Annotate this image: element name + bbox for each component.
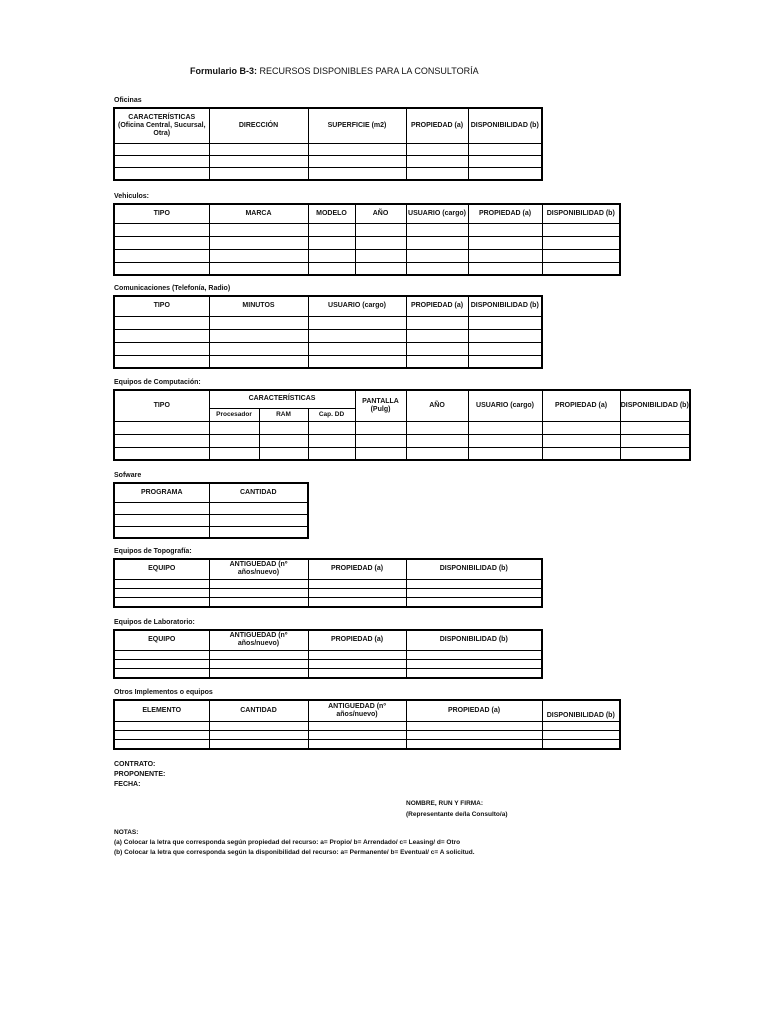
header-disponibilidad: DISPONIBILIDAD (b) [620,390,690,421]
table-vehiculos [113,203,621,276]
cell[interactable] [114,223,209,236]
cell[interactable] [114,329,209,342]
cell[interactable] [114,730,209,739]
cell[interactable] [308,434,355,447]
cell[interactable] [468,236,542,249]
table-row [114,143,542,155]
cell[interactable] [308,342,406,355]
header-programa: PROGRAMA [114,483,209,502]
proponente-label: PROPONENTE: [114,771,166,778]
cell[interactable] [355,223,406,236]
cell[interactable] [406,739,542,749]
table-row [114,650,542,659]
cell[interactable] [308,447,355,460]
cell[interactable] [114,514,209,526]
cell[interactable] [259,434,308,447]
cell[interactable] [308,143,406,155]
cell[interactable] [308,597,406,607]
cell[interactable] [114,597,209,607]
table-software [113,482,309,539]
cell[interactable] [355,236,406,249]
cell[interactable] [308,236,355,249]
cell[interactable] [259,447,308,460]
cell[interactable] [406,659,542,668]
cell[interactable] [406,262,468,275]
cell[interactable] [468,143,542,155]
header-disponibilidad: DISPONIBILIDAD (b) [468,296,542,316]
cell[interactable] [620,434,690,447]
cell[interactable] [406,329,468,342]
table-otros [113,699,621,750]
note-a: (a) Colocar la letra que corresponda según propiedad del recurso: a= Propio/ b= Arrendado/ c= Leasing/ d= Otro [114,839,461,846]
table-row [114,167,542,180]
cell[interactable] [468,249,542,262]
cell[interactable] [209,155,308,167]
cell[interactable] [209,514,308,526]
cell[interactable] [209,526,308,538]
cell[interactable] [355,447,406,460]
form-title-prefix: Formulario B-3: [190,66,258,76]
cell[interactable] [114,143,209,155]
header-propiedad: PROPIEDAD (a) [542,390,620,421]
header-usuario: USUARIO (cargo) [406,204,468,223]
header-usuario: USUARIO (cargo) [308,296,406,316]
cell[interactable] [468,223,542,236]
cell[interactable] [355,249,406,262]
cell[interactable] [209,329,308,342]
cell[interactable] [308,659,406,668]
cell[interactable] [114,249,209,262]
cell[interactable] [209,223,308,236]
cell[interactable] [406,579,542,588]
cell[interactable] [209,236,308,249]
cell[interactable] [542,421,620,434]
cell[interactable] [308,579,406,588]
header-propiedad: PROPIEDAD (a) [406,296,468,316]
cell[interactable] [209,342,308,355]
cell[interactable] [209,739,308,749]
cell[interactable] [114,316,209,329]
cell[interactable] [209,249,308,262]
note-b: (b) Colocar la letra que corresponda según la disponibilidad del recurso: a= Permanente/ b= Eventual/ c= A solicitud. [114,849,475,856]
cell[interactable] [114,721,209,730]
cell[interactable] [406,434,468,447]
header-caracteristicas: CARACTERÍSTICAS [209,390,355,408]
cell[interactable] [308,650,406,659]
cell[interactable] [355,262,406,275]
cell[interactable] [468,167,542,180]
table-row [114,579,542,588]
cell[interactable] [308,588,406,597]
table-row [114,262,620,275]
cell[interactable] [259,421,308,434]
cell[interactable] [209,730,308,739]
header-marca: MARCA [209,204,308,223]
cell[interactable] [542,730,620,739]
cell[interactable] [308,329,406,342]
cell[interactable] [542,236,620,249]
header-antiguedad: ANTIGUEDAD (nº años/nuevo) [209,630,308,650]
cell[interactable] [406,447,468,460]
cell[interactable] [209,447,259,460]
header-disponibilidad: DISPONIBILIDAD (b) [542,204,620,223]
table-row [114,502,308,514]
header-ram: RAM [259,408,308,421]
header-equipo: EQUIPO [114,630,209,650]
table-row [114,355,542,368]
cell[interactable] [468,447,542,460]
header-propiedad: PROPIEDAD (a) [406,108,468,143]
cell[interactable] [114,236,209,249]
header-cantidad: CANTIDAD [209,700,308,721]
table-row [114,668,542,678]
header-procesador: Procesador [209,408,259,421]
table-row [114,434,690,447]
section-topografia-label: Equipos de Topografía: [114,548,192,555]
table-row [114,155,542,167]
contrato-label: CONTRATO: [114,761,156,768]
cell[interactable] [308,355,406,368]
cell[interactable] [114,650,209,659]
table-row [114,342,542,355]
section-computacion-label: Equipos de Computación: [114,379,201,386]
header-usuario: USUARIO (cargo) [468,390,542,421]
cell[interactable] [355,434,406,447]
cell[interactable] [406,588,542,597]
table-row [114,526,308,538]
form-title [190,66,479,76]
cell[interactable] [308,730,406,739]
cell[interactable] [114,421,209,434]
header-propiedad: PROPIEDAD (a) [468,204,542,223]
cell[interactable] [406,223,468,236]
cell[interactable] [114,739,209,749]
cell[interactable] [209,167,308,180]
section-otros-label: Otros Implementos o equipos [114,689,213,696]
table-row [114,249,620,262]
header-propiedad: PROPIEDAD (a) [308,630,406,650]
cell[interactable] [468,155,542,167]
table-topografia [113,558,543,608]
notes-title: NOTAS: [114,829,139,836]
signature-line2: (Representante de/la Consulto/a) [406,811,508,818]
form-title-text: RECURSOS DISPONIBLES PARA LA CONSULTORÍA [259,66,479,76]
cell[interactable] [542,447,620,460]
signature-block [406,798,508,820]
cell[interactable] [209,659,308,668]
cell[interactable] [406,342,468,355]
cell[interactable] [114,262,209,275]
cell[interactable] [114,588,209,597]
cell[interactable] [542,721,620,730]
table-row [114,223,620,236]
cell[interactable] [308,721,406,730]
cell[interactable] [209,721,308,730]
notes-block [114,828,475,858]
cell[interactable] [406,143,468,155]
cell[interactable] [114,447,209,460]
cell[interactable] [406,730,542,739]
table-row [114,730,620,739]
cell[interactable] [209,262,308,275]
cell[interactable] [114,342,209,355]
cell[interactable] [406,236,468,249]
cell[interactable] [209,421,259,434]
cell[interactable] [209,316,308,329]
cell[interactable] [308,739,406,749]
table-row [114,329,542,342]
cell[interactable] [468,316,542,329]
header-equipo: EQUIPO [114,559,209,579]
header-tipo: TIPO [114,390,209,421]
header-elemento: ELEMENTO [114,700,209,721]
cell[interactable] [308,249,355,262]
cell[interactable] [114,355,209,368]
section-laboratorio-label: Equipos de Laboratorio: [114,619,195,626]
header-antiguedad: ANTIGUEDAD (nº años/nuevo) [308,700,406,721]
cell[interactable] [114,167,209,180]
header-caracteristicas: CARACTERÍSTICAS (Oficina Central, Sucursal, Otra) [114,108,209,143]
cell[interactable] [209,579,308,588]
cell[interactable] [542,249,620,262]
cell[interactable] [468,329,542,342]
cell[interactable] [308,262,355,275]
cell[interactable] [114,659,209,668]
cell[interactable] [114,502,209,514]
table-row [114,447,690,460]
cell[interactable] [406,421,468,434]
cell[interactable] [406,155,468,167]
header-disponibilidad: DISPONIBILIDAD (b) [406,559,542,579]
header-tipo: TIPO [114,296,209,316]
table-row [114,739,620,749]
cell[interactable] [308,167,406,180]
cell[interactable] [406,316,468,329]
header-disponibilidad: DISPONIBILIDAD (b) [468,108,542,143]
header-anio: AÑO [406,390,468,421]
cell[interactable] [406,597,542,607]
cell[interactable] [468,434,542,447]
cell[interactable] [406,721,542,730]
table-comunicaciones [113,295,543,369]
cell[interactable] [209,355,308,368]
section-software-label: Sofware [114,472,142,479]
cell[interactable] [308,316,406,329]
cell[interactable] [468,342,542,355]
header-propiedad: PROPIEDAD (a) [308,559,406,579]
cell[interactable] [209,588,308,597]
cell[interactable] [406,355,468,368]
table-row [114,316,542,329]
table-row [114,514,308,526]
cell[interactable] [406,650,542,659]
cell[interactable] [468,262,542,275]
cell[interactable] [209,502,308,514]
cell[interactable] [468,421,542,434]
cell[interactable] [542,434,620,447]
cell[interactable] [114,434,209,447]
table-row [114,421,690,434]
table-row [114,588,542,597]
table-laboratorio [113,629,543,679]
cell[interactable] [542,223,620,236]
cell[interactable] [209,650,308,659]
cell[interactable] [114,668,209,678]
cell[interactable] [620,421,690,434]
cell[interactable] [308,421,355,434]
header-anio: AÑO [355,204,406,223]
section-vehiculos-label: Vehiculos: [114,193,150,200]
cell[interactable] [308,668,406,678]
header-modelo: MODELO [308,204,355,223]
cell[interactable] [406,167,468,180]
table-row [114,597,542,607]
cell[interactable] [355,421,406,434]
cell[interactable] [308,155,406,167]
header-tipo: TIPO [114,204,209,223]
cell[interactable] [209,434,259,447]
cell[interactable] [468,355,542,368]
cell[interactable] [209,597,308,607]
table-row [114,236,620,249]
table-oficinas [113,107,543,181]
header-superficie: SUPERFICIE (m2) [308,108,406,143]
cell[interactable] [209,668,308,678]
cell[interactable] [114,526,209,538]
header-disponibilidad: DISPONIBILIDAD (b) [406,630,542,650]
table-computacion [113,389,691,461]
cell[interactable] [308,223,355,236]
section-oficinas-label: Oficinas [114,97,142,104]
header-disponibilidad: DISPONIBILIDAD (b) [542,700,620,721]
cell[interactable] [620,447,690,460]
header-direccion: DIRECCIÓN [209,108,308,143]
cell[interactable] [209,143,308,155]
header-pantalla: PANTALLA (Pulg) [355,390,406,421]
header-cap-dd: Cap. DD [308,408,355,421]
cell[interactable] [406,668,542,678]
cell[interactable] [542,262,620,275]
footer-fields [114,760,165,790]
signature-line1: NOMBRE, RUN Y FIRMA: [406,800,484,807]
header-minutos: MINUTOS [209,296,308,316]
cell[interactable] [542,739,620,749]
section-comunicaciones-label: Comunicaciones (Telefonía, Radio) [114,285,231,292]
cell[interactable] [406,249,468,262]
header-cantidad: CANTIDAD [209,483,308,502]
cell[interactable] [114,155,209,167]
header-propiedad: PROPIEDAD (a) [406,700,542,721]
table-row [114,721,620,730]
table-row [114,659,542,668]
header-antiguedad: ANTIGUEDAD (nº años/nuevo) [209,559,308,579]
cell[interactable] [114,579,209,588]
fecha-label: FECHA: [114,781,141,788]
